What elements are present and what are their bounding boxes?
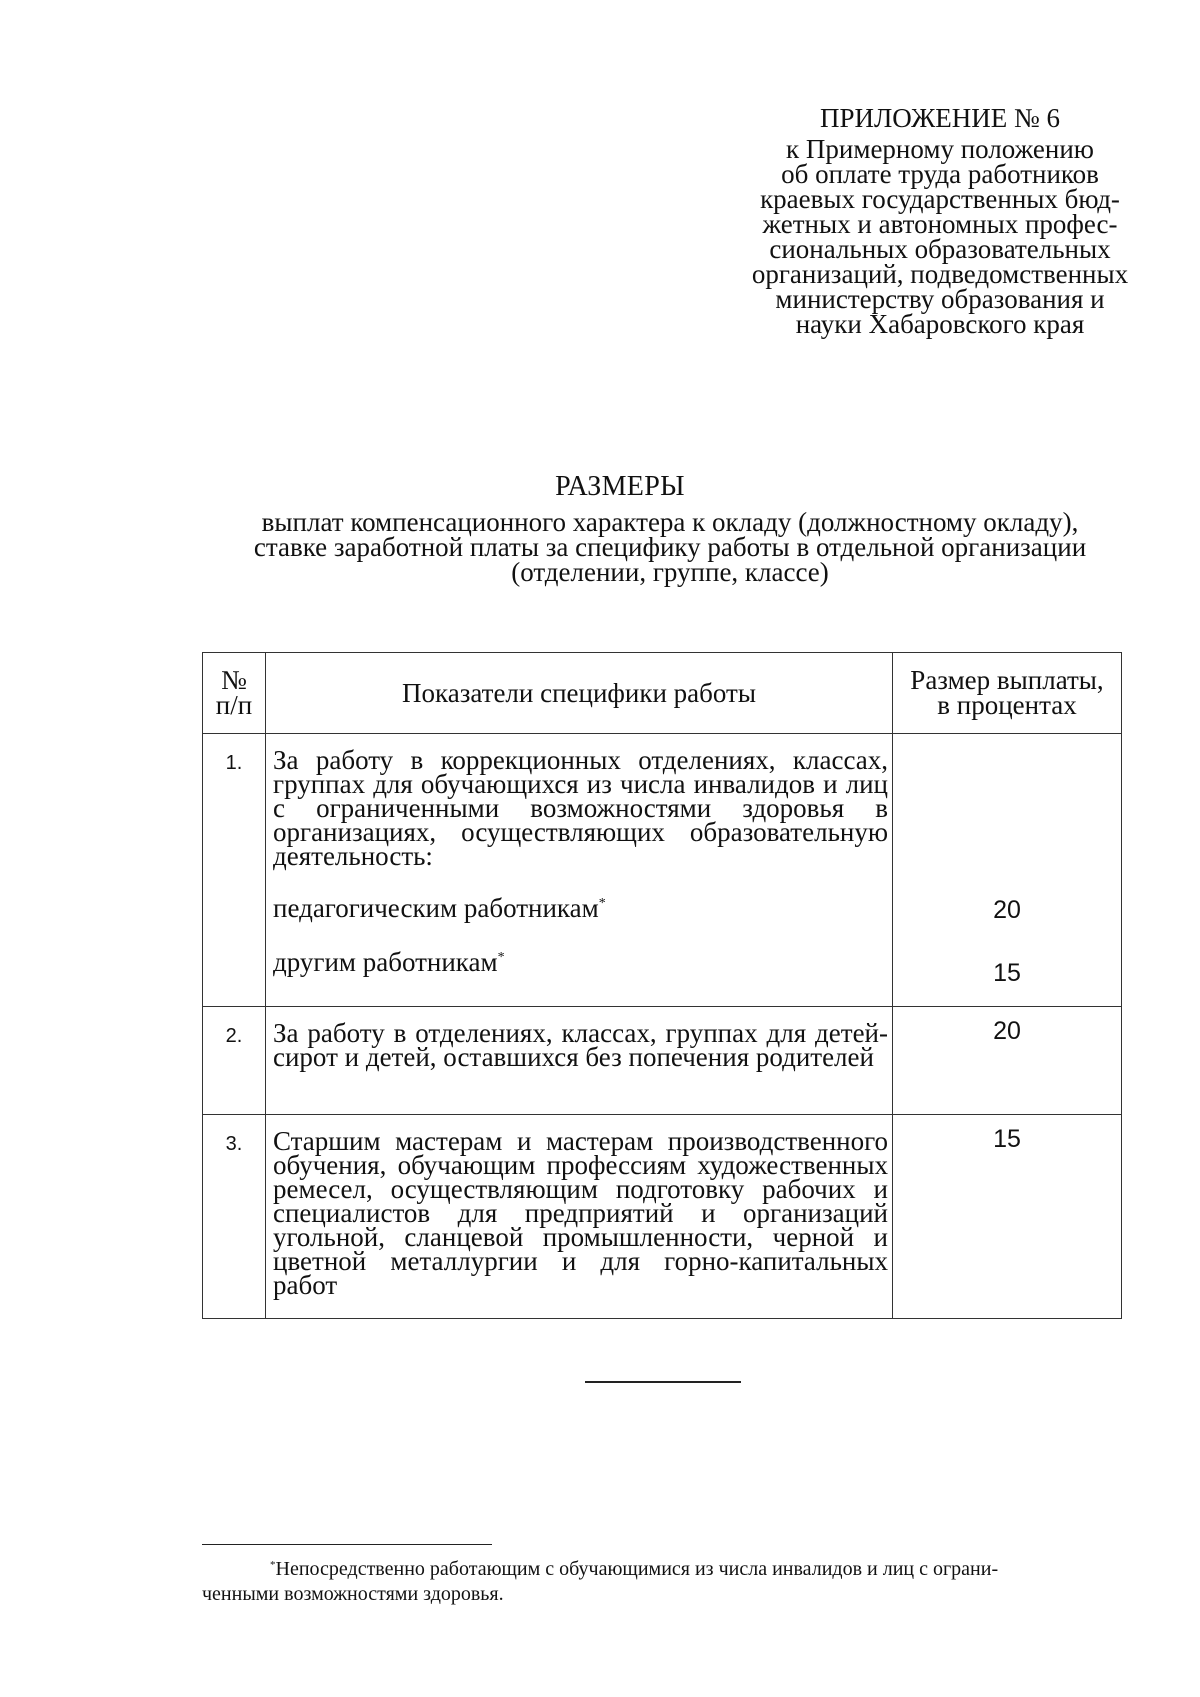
sub-item-label: другим работникам [273,947,498,977]
footnote-text: Непосредственно работающим с обучающимися из числа инвалидов и лиц с ограни- [275,1558,999,1580]
header-number-line1: № [221,665,247,695]
footnote-mark: * [598,896,606,911]
table-row [203,1115,1122,1319]
appendix-line: министерству образования и [775,284,1105,314]
header-size-line2: в процентах [937,690,1077,720]
header-size [893,653,1122,734]
appendix-line: об оплате труда работников [781,159,1099,189]
row-number: 3. [203,1115,266,1319]
appendix-line: сиональных образовательных [769,234,1111,264]
table-row [203,734,1122,1007]
subtitle-line: выплат компенсационного характера к окладу (должностному окладу), [261,507,1079,537]
header-description: Показатели специфики работы [266,653,893,734]
size-value: 15 [993,959,1021,987]
table-row [203,1007,1122,1115]
appendix-line: краевых государственных бюд- [760,184,1120,214]
document-title: РАЗМЕРЫ [555,471,685,502]
footnote-mark: * [497,950,505,965]
payments-table-wrapper [202,652,1121,1319]
table-header-row [203,653,1122,734]
row-size [893,734,1122,1007]
row-number: 1. [203,734,266,1007]
appendix-line: организаций, подведомственных [751,259,1129,289]
appendix-line: к Примерному положению [786,134,1094,164]
appendix-line: жетных и автономных профес- [762,209,1118,239]
footnote-mark: * [270,1559,276,1571]
row-description: За работу в отделениях, классах, группах для детей-сирот и детей, оставшихся без попечения родителей [266,1007,893,1115]
row-size [893,1007,1122,1115]
header-number-line2: п/п [215,690,253,720]
row-description [266,734,893,1007]
size-value: 15 [993,1125,1021,1153]
footnote-line2: ченными возможностями здоровья. [202,1583,504,1605]
row-number: 2. [203,1007,266,1115]
size-value: 20 [993,1017,1021,1045]
footnote-line1 [202,1557,1147,1582]
header-size-line1: Размер выплаты, [910,665,1104,695]
subtitle-line: ставке заработной платы за специфику работы в отдельной организации [253,532,1087,562]
sub-item-pedagogical [273,893,888,923]
row-description-text: За работу в коррекционных отделениях, классах, группах для обучающихся из числа инвалидов и лиц с ограниченными возможностями здоровья в организациях, осуществляющих образовательную деятельность: [273,745,888,871]
footnote [202,1557,1147,1607]
footnote-divider [202,1544,492,1545]
document-subtitle [200,507,1140,587]
header-number [203,653,266,734]
sub-item-other [273,947,888,977]
end-divider [585,1381,741,1383]
appendix-block [730,103,1150,339]
appendix-title: ПРИЛОЖЕНИЕ № 6 [819,103,1061,133]
row-size [893,1115,1122,1319]
row-description: Старшим мастерам и мастерам производственного обучения, обучающим профессиям художественных ремесел, осуществляющим подготовку рабочих и специалистов для предприятий и организаций угольной, сланцевой промышленности, черной и цветной металлургии и для горно-капитальных работ [266,1115,893,1319]
sub-item-label: педагогическим работникам [273,893,599,923]
size-value: 20 [993,896,1021,924]
appendix-line: науки Хабаровского края [795,309,1085,339]
payments-table [202,652,1122,1319]
subtitle-line: (отделении, группе, классе) [511,557,829,587]
